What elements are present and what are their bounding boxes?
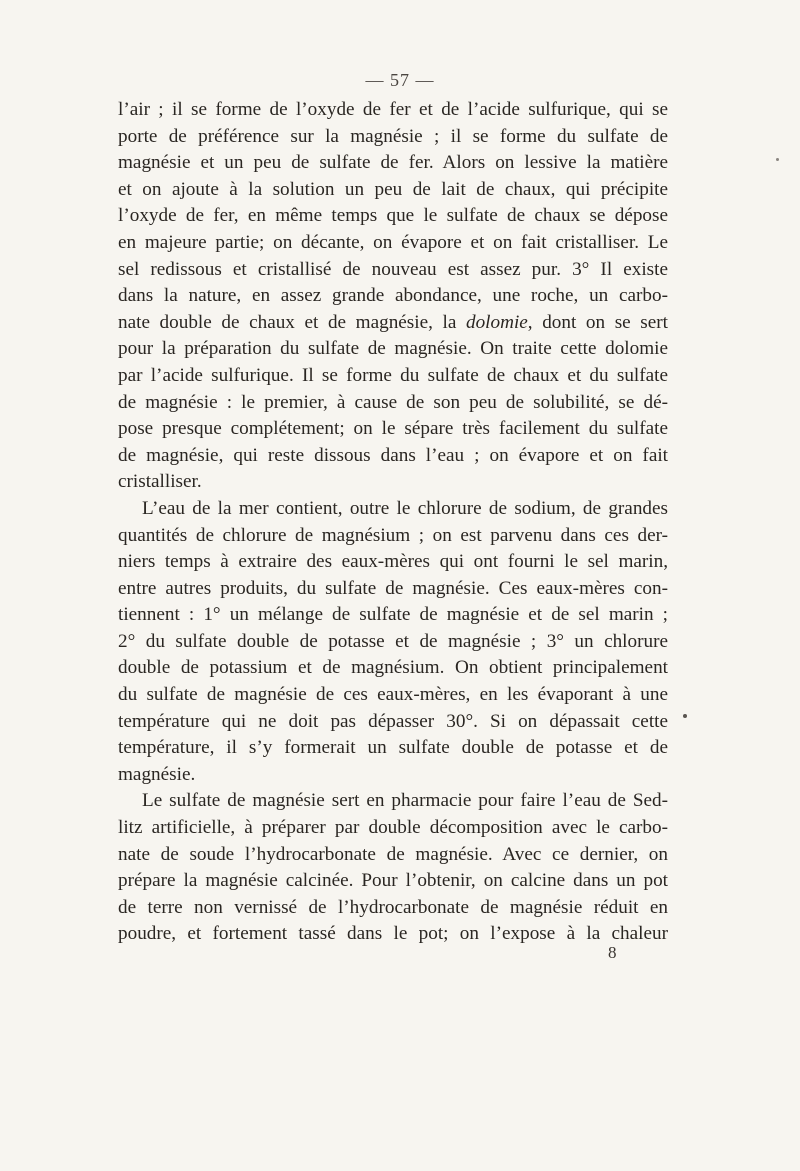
text-line: 2° du sulfate double de potasse et de magnésie ; 3° un chlorure: [118, 630, 668, 652]
text-line: litz artificielle, à préparer par double décomposition avec le carbo-: [118, 817, 668, 839]
text-line: température qui ne doit pas dépasser 30°. Si on dépassait cette: [118, 710, 668, 732]
text-line: nate double de chaux et de magnésie, la dolomie, dont on se sert: [118, 311, 668, 333]
body-text: [118, 97, 668, 948]
text-line: et on ajoute à la solution un peu de lait de chaux, qui précipite: [118, 178, 668, 200]
text-line: niers temps à extraire des eaux-mères qui ont fourni le sel marin,: [118, 551, 668, 573]
text-line: l’air ; il se forme de l’oxyde de fer et de l’acide sulfurique, qui se: [118, 99, 668, 120]
text-line: pose presque complétement; on le sépare très facilement du sulfate: [118, 418, 668, 440]
text-line: magnésie et un peu de sulfate de fer. Alors on lessive la matière: [118, 152, 668, 174]
text-line: de magnésie, qui reste dissous dans l’eau ; on évapore et on fait: [118, 444, 668, 466]
text-line: quantités de chlorure de magnésium ; on est parvenu dans ces der-: [118, 524, 668, 546]
paragraph-3: [118, 788, 668, 948]
text-line: pour la préparation du sulfate de magnésie. On traite cette dolomie: [118, 338, 668, 360]
margin-speck: [776, 158, 779, 161]
text-line: prépare la magnésie calcinée. Pour l’obtenir, on calcine dans un pot: [118, 870, 668, 892]
text-line: cristalliser.: [118, 471, 202, 493]
text-line: en majeure partie; on décante, on évapore et on fait cristalliser. Le: [118, 231, 668, 253]
text-line: double de potassium et de magnésium. On obtient principalement: [118, 657, 668, 679]
text-line: entre autres produits, du sulfate de magnésie. Ces eaux-mères con-: [118, 577, 668, 599]
text-line: magnésie.: [118, 763, 196, 785]
text-line: de magnésie : le premier, à cause de son peu de solubilité, se dé-: [118, 391, 668, 413]
emphasized-term: dolomie: [465, 311, 528, 333]
text-line: sel redissous et cristallisé de nouveau est assez pur. 3° Il existe: [118, 258, 668, 280]
text-line: L’eau de la mer contient, outre le chlorure de sodium, de grandes: [142, 497, 668, 519]
text-line: Le sulfate de magnésie sert en pharmacie pour faire l’eau de Sed-: [142, 790, 668, 812]
text-line: de terre non vernissé de l’hydrocarbonate de magnésie réduit en: [118, 896, 668, 918]
text-line: dans la nature, en assez grande abondance, une roche, un carbo-: [118, 285, 668, 307]
text-line: l’oxyde de fer, en même temps que le sulfate de chaux se dépose: [118, 205, 668, 227]
paragraph-1: [118, 97, 668, 496]
text-line: tiennent : 1° un mélange de sulfate de magnésie et de sel marin ;: [118, 604, 668, 626]
page-number: — 57 —: [365, 70, 435, 90]
text-line: nate de soude l’hydrocarbonate de magnésie. Avec ce dernier, on: [118, 843, 668, 865]
text-line: du sulfate de magnésie de ces eaux-mères, en les évaporant à une: [118, 684, 668, 706]
text-line: température, il s’y formerait un sulfate double de potasse et de: [118, 737, 668, 759]
text-line: par l’acide sulfurique. Il se forme du sulfate de chaux et du sulfate: [118, 364, 668, 386]
paragraph-2: [118, 496, 668, 789]
text-line: porte de préférence sur la magnésie ; il se forme du sulfate de: [118, 125, 668, 147]
signature-mark: 8: [608, 943, 617, 962]
text-line: poudre, et fortement tassé dans le pot; on l’expose à la chaleur: [118, 923, 668, 945]
margin-speck: [683, 714, 687, 718]
